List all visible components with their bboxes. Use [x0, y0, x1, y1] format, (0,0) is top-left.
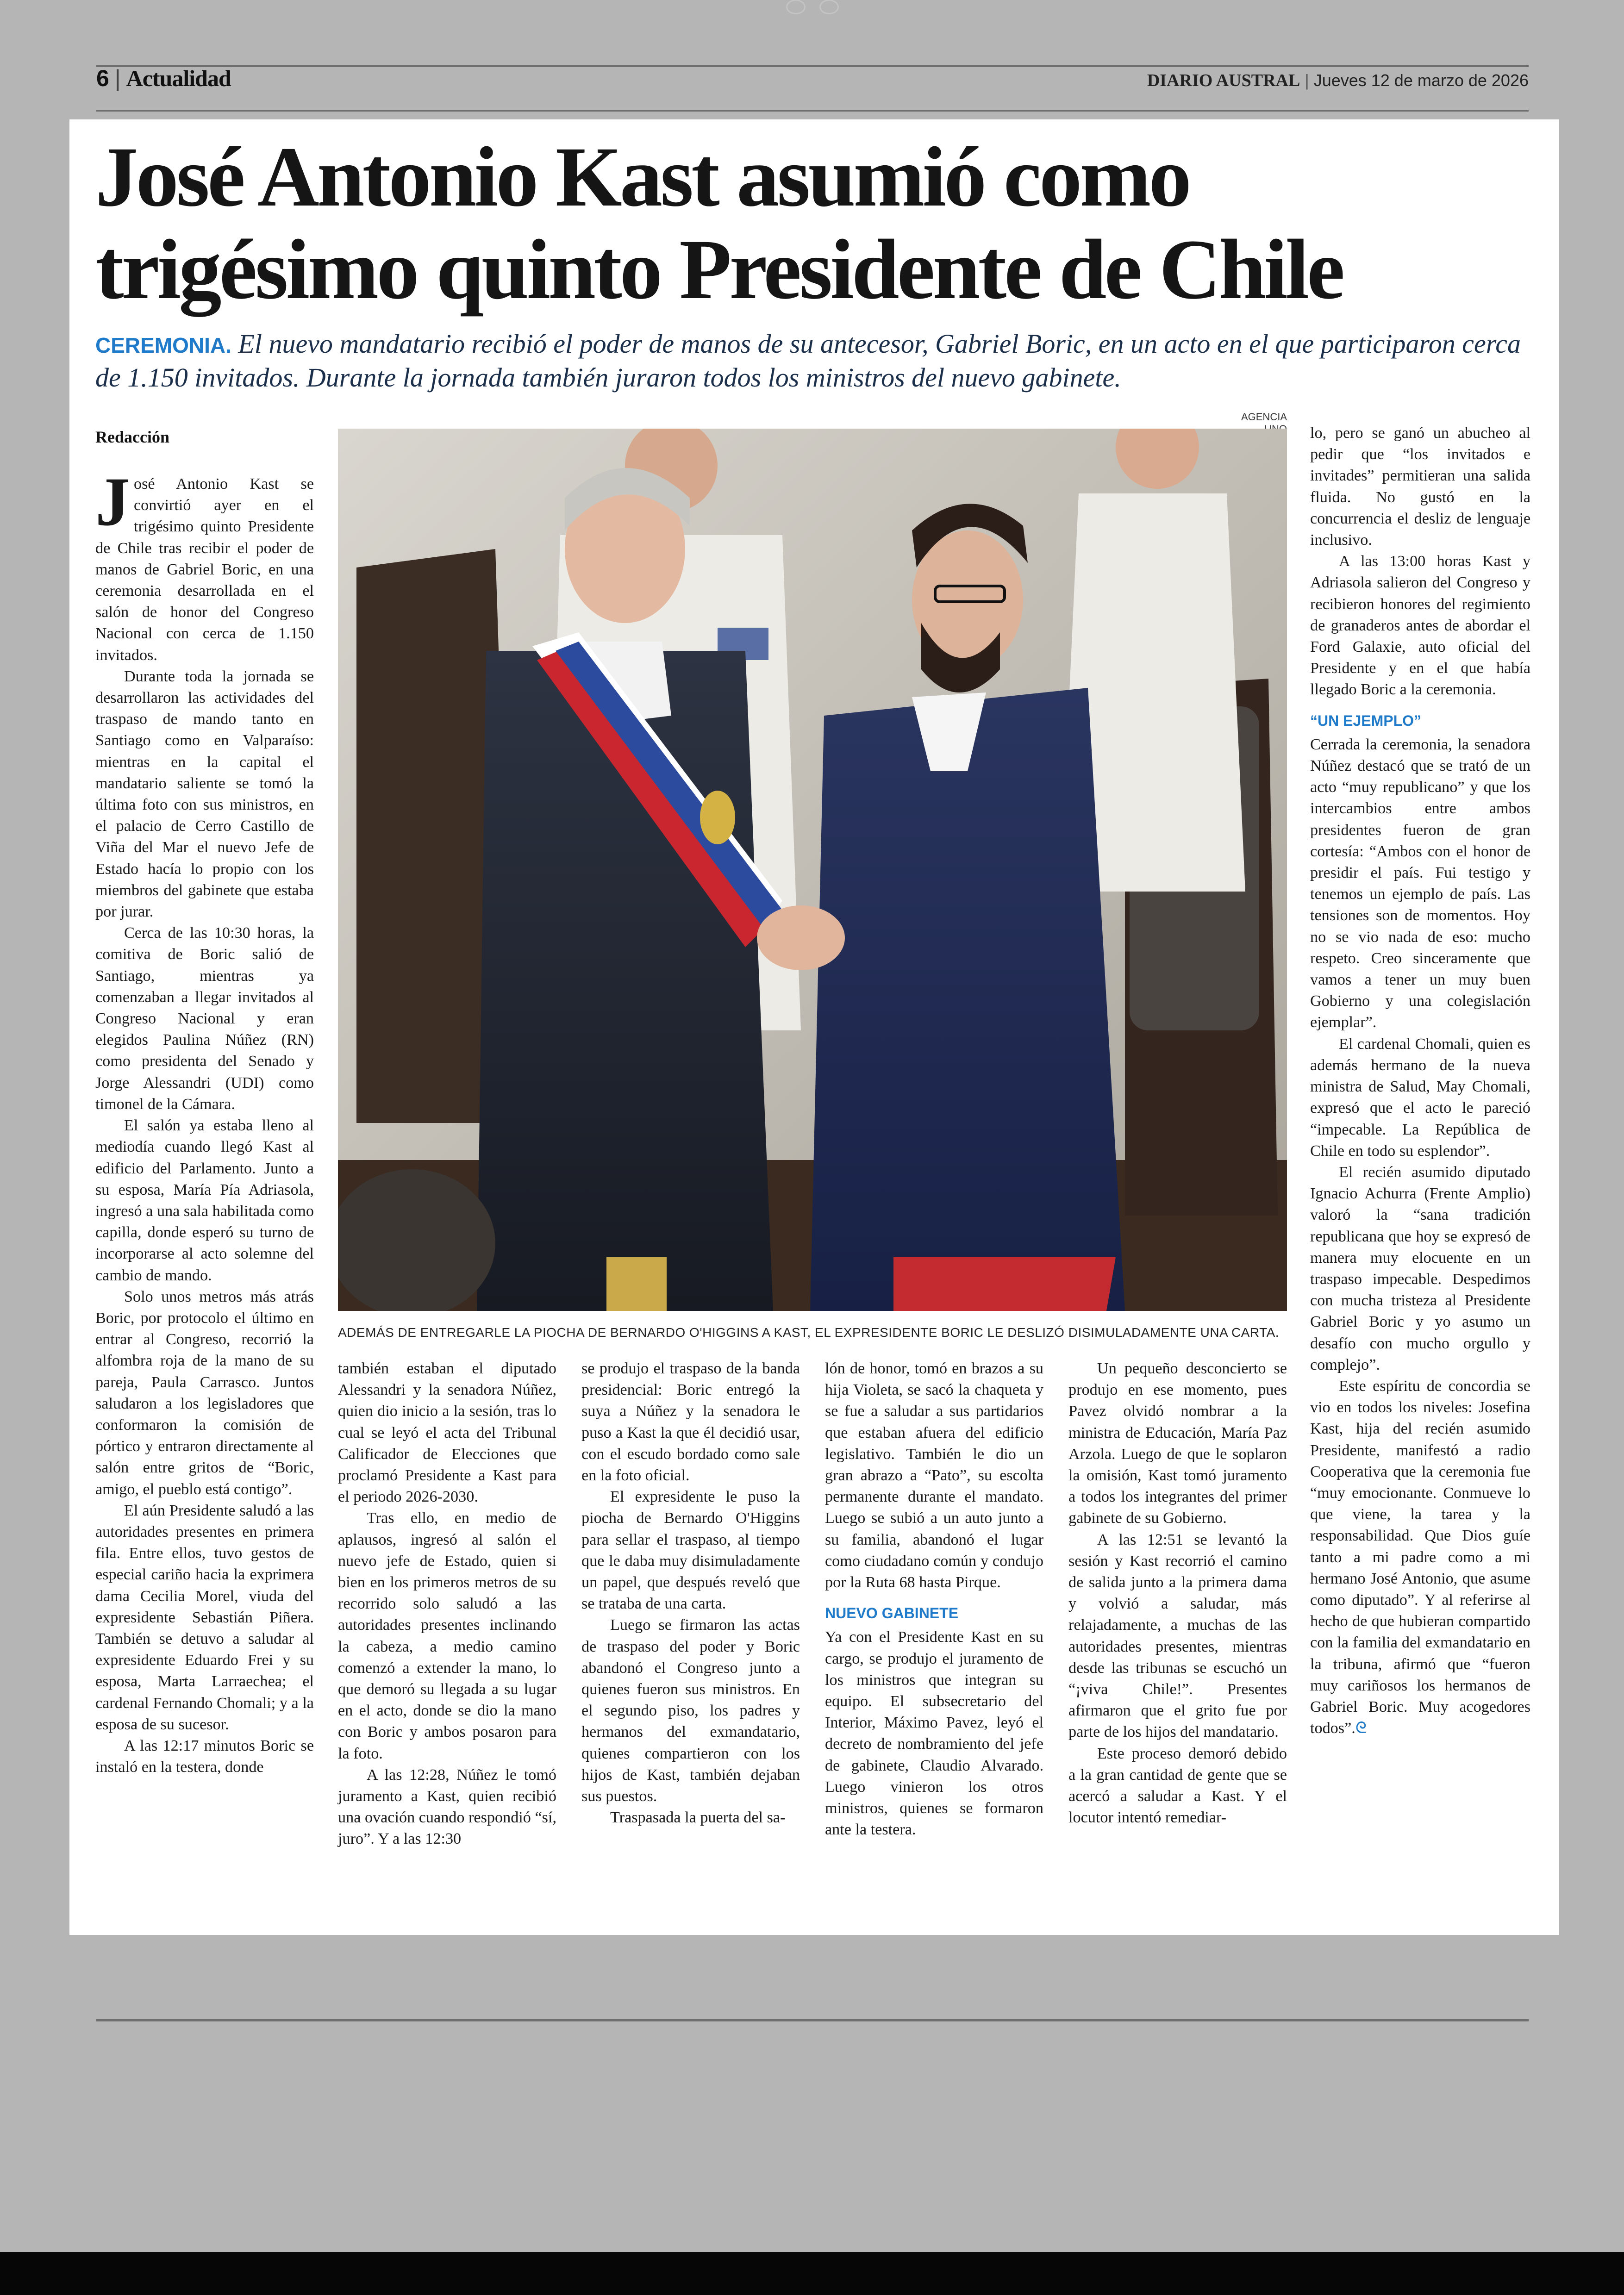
- paragraph: Este proceso demoró debido a la gran cantidad de gente que se acercó a saludar a Kast. Y el locutor intentó remediar-: [1068, 1745, 1287, 1827]
- paragraph: lón de honor, tomó en brazos a su hija Violeta, se sacó la chaqueta y se fue a saludar a sus partidarios que estaban afuera del edificio legislativo. También le dio un gran abrazo a “Pato”, su escolta permanente durante el mandato. Luego se subió a un auto junto a su familia, abandonó el lugar como ciudadano común y condujo por la Ruta 68 hasta Pirque.: [825, 1360, 1043, 1591]
- article-column-5: [1068, 1358, 1287, 1828]
- prev-page-icon[interactable]: [786, 0, 806, 14]
- headline-line-2: trigésimo quinto Presidente de Chile: [95, 222, 1343, 317]
- drop-cap: J: [95, 463, 130, 540]
- article-column-1: [95, 463, 314, 1778]
- article-column-2: [338, 1358, 556, 1850]
- paper-dateline: DIARIO AUSTRAL | Jueves 12 de marzo de 2026: [1147, 71, 1529, 90]
- headline-line-1: José Antonio Kast asumió como: [95, 130, 1189, 225]
- header-top-rule: [96, 65, 1529, 67]
- end-of-article-mark: ᘓ: [1355, 1720, 1367, 1737]
- page-number: 6: [96, 65, 109, 91]
- dek-text: El nuevo mandatario recibió el poder de manos de su antecesor, Gabriel Boric, en un acto en el que participaron cerca de 1.150 invitados. Durante la jornada también juraron todos los ministros del nuevo gabinete.: [95, 329, 1521, 393]
- article-column-6: [1310, 423, 1530, 1739]
- photo-caption: ADEMÁS DE ENTREGARLE LA PIOCHA DE BERNARDO O'HIGGINS A KAST, EL EXPRESIDENTE BORIC LE DESLIZÓ DISIMULADAMENTE UNA CARTA.: [338, 1325, 1280, 1340]
- paragraph: Durante toda la jornada se desarrollaron las actividades del traspaso de mando tanto en Santiago como en Valparaíso: mientras en la capital el mandatario saliente se tomó la última foto con sus ministros, en el palacio de Cerro Castillo de Viña del Mar el nuevo Jefe de Estado hacía lo propio con los miembros del gabinete que estaba por jurar.: [95, 667, 314, 921]
- paragraph: El cardenal Chomali, quien es además hermano de la nueva ministra de Salud, May Chomali, expresó que el acto le pareció “impecable. La República de Chile en todo su esplendor”.: [1310, 1035, 1530, 1160]
- article-column-4: [825, 1358, 1043, 1840]
- paragraph: Un pequeño desconcierto se produjo en ese momento, pues Pavez olvidó nombrar a la ministra de Educación, María Paz Arzola. Luego de que le soplaron la omisión, Kast tomó juramento a todos los integrantes del primer gabinete de su Gobierno.: [1068, 1360, 1287, 1527]
- newspaper-name: DIARIO AUSTRAL: [1147, 71, 1300, 90]
- paragraph: Traspasada la puerta del sa-: [610, 1809, 786, 1827]
- footer-rule: [96, 2019, 1529, 2021]
- byline: Redacción: [95, 428, 169, 446]
- photo-handshake-illustration: [338, 429, 1287, 1311]
- article-column-3: [581, 1358, 800, 1828]
- paragraph: El expresidente le puso la piocha de Bernardo O'Higgins para sellar el traspaso, al tiempo que le daba muy disimuladamente un papel, que después reveló que se trataba de una carta.: [581, 1488, 800, 1613]
- paragraph: Solo unos metros más atrás Boric, por protocolo el último en entrar al Congreso, recorrió la alfombra roja de la mano de su pareja, Paula Carrasco. Juntos saludaron a los legisladores que conformaron la comisión de pórtico y entraron directamente al salón entre gritos de “Boric, amigo, el pueblo está contigo”.: [95, 1288, 314, 1498]
- paragraph: El salón ya estaba lleno al mediodía cuando llegó Kast al edificio del Parlamento. Junto a su esposa, María Pía Adriasola, ingresó a una sala habilitada como capilla, donde esperó su turno de incorporarse al acto solemne del cambio de mando.: [95, 1117, 314, 1284]
- paragraph: Este espíritu de concordia se vio en todos los niveles: Josefina Kast, hija del recién asumido Presidente, manifestó a radio Cooperativa que la ceremonia fue “muy emocionante. Conmueve lo que viene, la tarea y la responsabilidad. Que Dios guíe tanto a mi padre como a mi hermano José Antonio, que asume como diputado”. Y al referirse al hecho de que hubieran compartido con la familia del exmandatario en la tribuna, afirmó que “fueron muy cariñosos los hermanos de Gabriel Boric. Muy acogedores todos”.: [1310, 1377, 1530, 1737]
- viewer-bottom-bar: [0, 2252, 1624, 2295]
- paragraph: Luego se firmaron las actas de traspaso del poder y Boric abandonó el Congreso junto a quienes fueron sus ministros. En el segundo piso, los padres y hermanos del exmandatario, quienes compartieron con los hijos de Kast, también dejaban sus puestos.: [581, 1616, 800, 1805]
- paragraph: Cerca de las 10:30 horas, la comitiva de Boric salió de Santiago, mientras ya comenzaban a llegar invitados al Congreso Nacional y eran elegidos Paulina Núñez (RN) como presidenta del Senado y Jorge Alessandri (UDI) como timonel de la Cámara.: [95, 924, 314, 1113]
- paragraph: osé Antonio Kast se convirtió ayer en el trigésimo quinto Presidente de Chile tras recibir el poder de manos de Gabriel Boric, en una ceremonia desarrollada en el salón de honor del Congreso Nacional con cerca de 1.150 invitados.: [95, 475, 314, 664]
- lead-photo: [338, 429, 1287, 1311]
- paragraph: Ya con el Presidente Kast en su cargo, se produjo el juramento de los ministros que integran su equipo. El subsecretario del Interior, Máximo Pavez, leyó el decreto de nombramiento del jefe de gabinete, Claudio Alvarado. Luego vinieron los otros ministros, quienes se formaron ante la testera.: [825, 1628, 1043, 1839]
- section-subhead: “UN EJEMPLO”: [1310, 712, 1422, 729]
- paragraph: Cerrada la ceremonia, la senadora Núñez destacó que se trató de un acto “muy republicano” y que los intercambios entre ambos presidentes fueron de gran cortesía: “Ambos con el honor de presidir el país. Fui testigo y tenemos un ejemplo de país. Las tensiones son de momentos. Hoy no se vio nada de eso: mucho respeto. Creo sinceramente que vamos a tener un muy buen Gobierno y una colegislación ejemplar”.: [1310, 736, 1530, 1031]
- paragraph: El recién asumido diputado Ignacio Achurra (Frente Amplio) valoró la “sana tradición republicana que hoy se expresó de manera muy elocuente en un traspaso impecable. Despedimos con mucha tristeza al Presidente Gabriel Boric y yo asumo un desafío con mucho orgullo y complejo”.: [1310, 1163, 1530, 1373]
- paragraph: A las 12:17 minutos Boric se instaló en la testera, donde: [95, 1737, 314, 1776]
- next-page-icon[interactable]: [819, 0, 839, 14]
- section-name: Actualidad: [126, 65, 231, 91]
- paragraph: A las 12:51 se levantó la sesión y Kast recorrió el camino de salida junto a la primera dama y volvió a saludar, más relajadamente, a muchas de las autoridades presentes, mientras desde las tribunas se escuchó un “¡viva Chile!”. Presentes afirmaron que el grito fue por parte de los hijos del mandatario.: [1068, 1531, 1287, 1741]
- paragraph: lo, pero se ganó un abucheo al pedir que “los invitados e invitades” permitieran una salida fluida. No gustó en la concurrencia el desliz de lenguaje inclusivo.: [1310, 424, 1530, 549]
- viewer-page-nav[interactable]: [778, 0, 847, 14]
- paragraph: se produjo el traspaso de la banda presidencial: Boric entregó la suya a Núñez y la senadora le puso a Kast la que él decidió usar, con el escudo bordado como sale en la foto oficial.: [581, 1360, 800, 1484]
- paragraph: Tras ello, en medio de aplausos, ingresó al salón el nuevo jefe de Estado, quien si bien en los primeros metros de su recorrido solo saludó a las autoridades presentes inclinando la cabeza, a medio camino comenzó a extender la mano, lo que demoró su llegada a su lugar en el acto, donde se dio la mano con Boric y ambos posaron para la foto.: [338, 1509, 556, 1762]
- issue-date: Jueves 12 de marzo de 2026: [1313, 71, 1529, 90]
- photo-credit: AGENCIA: [1241, 411, 1287, 423]
- subheadline: [95, 328, 1530, 394]
- paragraph: A las 13:00 horas Kast y Adriasola salieron del Congreso y recibieron honores del regimiento de granaderos antes de abordar el Ford Galaxie, auto oficial del Presidente y en el que había llegado Boric a la ceremonia.: [1310, 553, 1530, 698]
- paragraph: El aún Presidente saludó a las autoridades presentes en primera fila. Entre ellos, tuvo gestos de especial cariño hacia la exprimera dama Cecilia Morel, viuda del expresidente Sebastián Piñera. También se detuvo a saludar al expresidente Eduardo Frei y su esposa, Marta Larraechea; el cardenal Fernando Chomali; y a la esposa de su sucesor.: [95, 1502, 314, 1733]
- headline: [95, 131, 1544, 316]
- section-subhead: NUEVO GABINETE: [825, 1605, 959, 1622]
- paragraph: también estaban el diputado Alessandri y la senadora Núñez, quien dio inicio a la sesión, tras lo cual se leyó el acta del Tribunal Calificador de Elecciones que proclamó Presidente a Kast para el periodo 2026-2030.: [338, 1360, 556, 1506]
- page-folio: 6 | Actualidad: [96, 65, 231, 91]
- paragraph: A las 12:28, Núñez le tomó juramento a Kast, quien recibió una ovación cuando respondió “sí, juro”. Y a las 12:30: [338, 1766, 556, 1848]
- header-bottom-rule: [96, 110, 1529, 112]
- kicker: CEREMONIA.: [95, 333, 231, 357]
- article-page: [69, 119, 1559, 1935]
